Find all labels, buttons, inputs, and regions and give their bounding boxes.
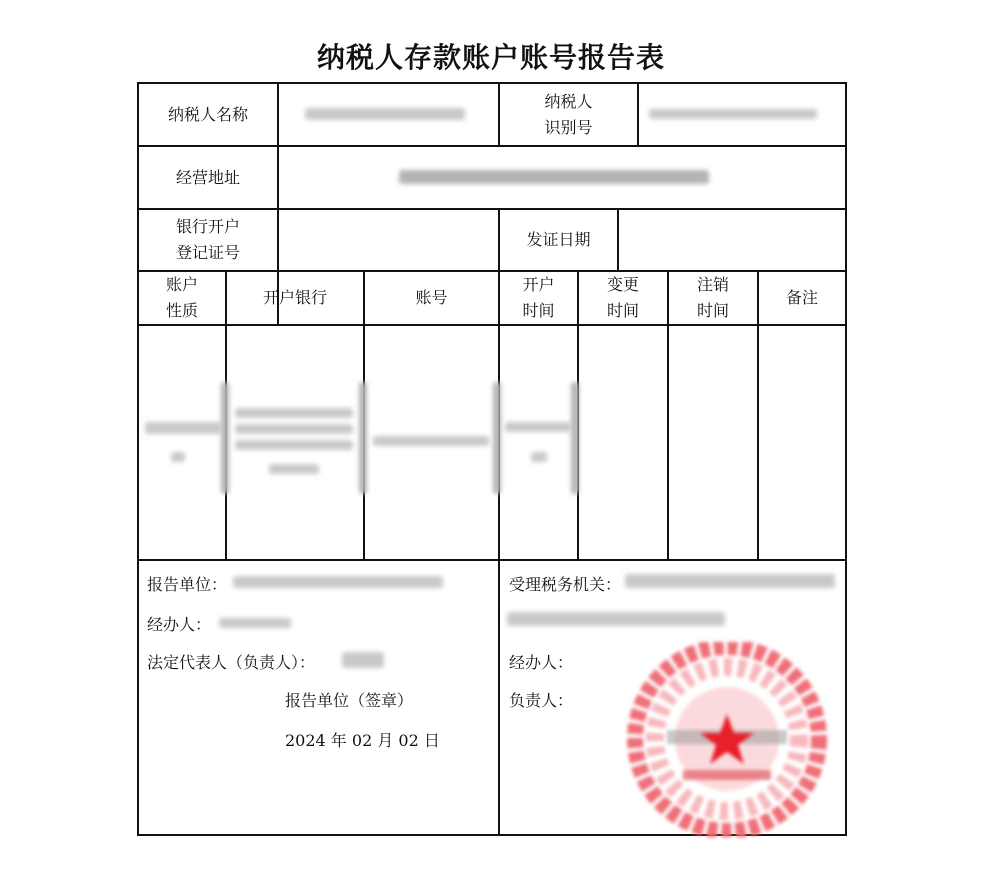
- column-header-line2: 时间: [696, 301, 729, 320]
- row-divider: [137, 559, 847, 561]
- issue-date-label: 发证日期: [526, 230, 591, 249]
- column-header-line1: 变更: [606, 275, 639, 294]
- redaction-bar: [359, 382, 367, 494]
- official-seal-icon: [627, 642, 827, 837]
- col-divider: [637, 82, 639, 146]
- redaction-bar: [571, 382, 579, 494]
- report-unit-redacted: [233, 576, 443, 588]
- account-type-redacted: [171, 452, 185, 462]
- legal-rep-redacted: [342, 652, 384, 668]
- taxpayer-id-value-redacted: [649, 109, 817, 119]
- form-title: 纳税人存款账户账号报告表: [316, 41, 665, 74]
- open-date-redacted: [505, 422, 571, 432]
- column-header-line1: 账户: [165, 275, 198, 294]
- column-header: [669, 272, 757, 324]
- address-label: 经营地址: [175, 167, 240, 187]
- handler-label-right: 经办人：: [509, 653, 574, 672]
- taxpayer-name-value-redacted: [305, 108, 465, 120]
- column-header-line2: 性质: [165, 301, 198, 320]
- bank-name-redacted: [235, 408, 353, 418]
- row-divider: [137, 324, 847, 326]
- taxpayer-id-label-line2: 识别号: [544, 117, 593, 137]
- handler-label: 经办人：: [147, 615, 212, 634]
- column-header: 备注: [785, 288, 818, 307]
- tax-authority-redacted: [625, 574, 835, 588]
- column-header-line2: 时间: [522, 301, 555, 320]
- taxpayer-id-label: [500, 84, 637, 145]
- bank-name-redacted: [235, 440, 353, 450]
- bank-reg-label-line2: 登记证号: [175, 243, 240, 262]
- bank-registration-label: [139, 210, 277, 270]
- report-unit-label: 报告单位：: [147, 575, 228, 594]
- taxpayer-name-label: 纳税人名称: [167, 104, 248, 124]
- column-header: 开户银行: [262, 288, 327, 307]
- redaction-bar: [493, 382, 501, 494]
- column-header-line1: 开户: [522, 275, 555, 294]
- bank-name-redacted: [269, 464, 319, 474]
- bank-reg-label-line1: 银行开户: [175, 217, 240, 236]
- column-header: [139, 272, 225, 324]
- handler-redacted: [219, 618, 291, 628]
- seal-text: 报告单位（签章）: [285, 691, 414, 710]
- responsible-label: 负责人：: [509, 691, 574, 710]
- account-type-redacted: [145, 422, 221, 434]
- column-header: 账号: [415, 288, 448, 307]
- taxpayer-id-label-line1: 纳税人: [544, 91, 593, 111]
- footer-divider: [498, 559, 500, 834]
- address-value-redacted: [399, 170, 709, 184]
- column-header-line1: 注销: [696, 275, 729, 294]
- redaction-bar: [221, 382, 229, 494]
- column-header: [500, 272, 577, 324]
- open-date-redacted: [531, 452, 547, 462]
- tax-authority-label: 受理税务机关：: [509, 575, 622, 594]
- legal-rep-label: 法定代表人（负责人）：: [147, 653, 316, 672]
- account-number-redacted: [373, 436, 489, 446]
- tax-authority-redacted: [507, 612, 725, 626]
- bank-name-redacted: [235, 424, 353, 434]
- report-date: 2024 年 02 月 02 日: [285, 731, 440, 750]
- column-header: [579, 272, 667, 324]
- column-header-line2: 时间: [606, 301, 639, 320]
- col-divider: [617, 208, 619, 272]
- report-form: [137, 82, 847, 836]
